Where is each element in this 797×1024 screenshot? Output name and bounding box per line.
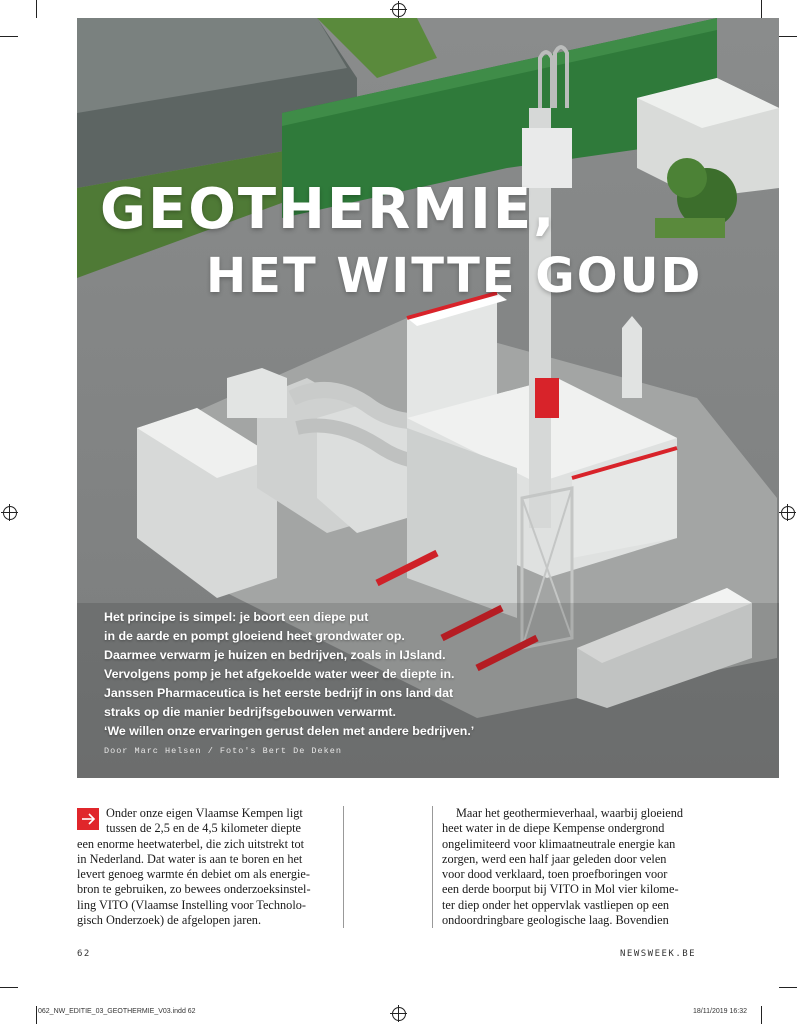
intro-paragraph [104,608,574,741]
crop-mark [761,0,762,18]
column-divider [432,806,433,928]
crop-mark [0,36,18,37]
body-line: een enorme heetwaterbel, die zich uitstrekt tot [77,836,305,851]
crop-mark [36,1006,37,1024]
intro-line: Janssen Pharmaceutica is het eerste bedrijf in ons land dat [104,686,454,700]
registration-mark-icon [3,506,17,520]
intro-line: ‘We willen onze ervaringen gerust delen met andere bedrijven.’ [104,724,475,738]
registration-mark-icon [392,1007,406,1021]
intro-line: in de aarde en pompt gloeiend heet grondwater op. [104,629,405,643]
body-line: Maar het geothermieverhaal, waarbij gloeiend [456,806,684,820]
headline-line-1: GEOTHERMIE, [100,177,557,242]
body-line: levert genoeg warmte én debiet om als energie- [77,867,310,882]
byline: Door Marc Helsen / Foto's Bert De Deken [104,746,342,756]
headline-line-2: HET WITTE GOUD [206,248,703,304]
body-line: een derde boorput bij VITO in Mol vier kilome- [442,882,679,897]
intro-line: Vervolgens pomp je het afgekoelde water weer de diepte in. [104,667,455,681]
intro-line: straks op die manier bedrijfsgebouwen verwarmt. [104,705,396,719]
crop-mark [761,1006,762,1024]
page-number: 62 [77,949,91,959]
intro-line: Daarmee verwarm je huizen en bedrijven, zoals in IJsland. [104,648,446,662]
intro-line: Het principe is simpel: je boort een diepe put [104,610,369,624]
body-column-1 [77,806,332,928]
body-line: Onder onze eigen Vlaamse Kempen ligt [106,806,303,820]
body-line: bron te gebruiken, zo bewees onderzoeksinstel- [77,882,311,897]
body-line: voor dood verklaard, toen proefboringen voor [442,867,668,882]
crop-mark [779,987,797,988]
body-line: tussen de 2,5 en de 4,5 kilometer diepte [106,821,301,836]
body-line: ling VITO (Vlaamse Instelling voor Technolo- [77,897,306,912]
site-name: NEWSWEEK.BE [620,949,697,959]
body-line: in Nederland. Dat water is aan te boren en het [77,851,303,866]
body-line: gisch Onderzoek) de afgelopen jaren. [77,913,262,928]
slug-filename: 062_NW_EDITIE_03_GEOTHERMIE_V03.indd 62 [38,1008,196,1015]
crop-mark [0,987,18,988]
registration-mark-icon [392,3,406,17]
slug-date: 18/11/2019 16:32 [693,1008,747,1015]
crop-mark [36,0,37,18]
body-line: zorgen, werd een half jaar geleden door velen [442,851,667,866]
column-divider [343,806,344,928]
registration-mark-icon [781,506,795,520]
body-column-2 [442,806,702,928]
body-line: ondoordringbare geologische laag. Bovendien [442,913,669,928]
body-line: ter diep onder het oppervlak vastliepen op een [442,897,670,912]
body-line: heet water in de diepe Kempense ondergrond [442,821,665,836]
body-line: ongelimiteerd voor klimaatneutrale energie kan [442,836,676,851]
crop-mark [779,36,797,37]
